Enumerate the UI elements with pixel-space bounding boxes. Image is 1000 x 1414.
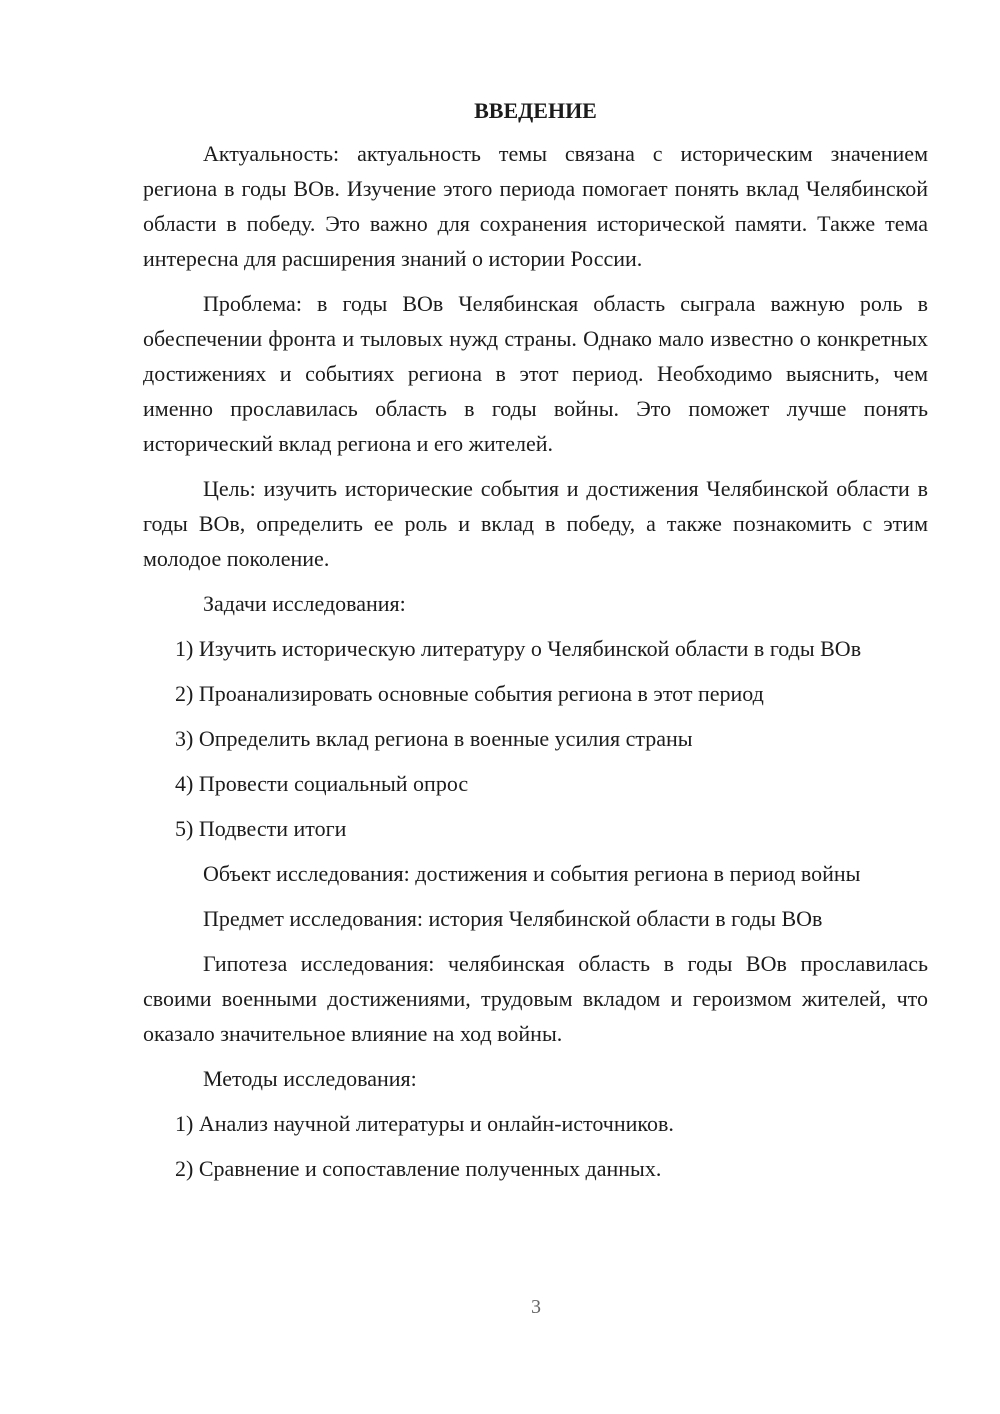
page-number: 3 <box>531 1296 541 1318</box>
section-title: ВВЕДЕНИЕ <box>474 98 597 123</box>
object-paragraph: Объект исследования: достижения и события региона в период войны <box>203 861 861 886</box>
task-item: 3) Определить вклад региона в военные усилия страны <box>175 726 693 751</box>
task-item: 2) Проанализировать основные события региона в этот период <box>175 681 764 706</box>
tasks-heading: Задачи исследования: <box>203 591 406 616</box>
problem-paragraph: Проблема: в годы ВОв Челябинская область сыграла важную роль в обеспечении фронта и тыловых нужд страны. Однако мало известно о конкретных достижениях и событиях региона в этот период. Необходимо выяснить, чем именно прославилась область в годы войны. Это поможет лучше понять исторический вклад региона и его жителей. <box>143 291 928 456</box>
document-body <box>143 96 928 1196</box>
method-item: 1) Анализ научной литературы и онлайн-источников. <box>175 1111 674 1136</box>
method-item: 2) Сравнение и сопоставление полученных данных. <box>175 1156 662 1181</box>
relevance-paragraph: Актуальность: актуальность темы связана с историческим значением региона в годы ВОв. Изучение этого периода помогает понять вклад Челябинской области в победу. Это важно для сохранения исторической памяти. Также тема интересна для расширения знаний о истории России. <box>143 141 928 271</box>
goal-paragraph: Цель: изучить исторические события и достижения Челябинской области в годы ВОв, определить ее роль и вклад в победу, а также познакомить с этим молодое поколение. <box>143 476 928 571</box>
task-item: 4) Провести социальный опрос <box>175 771 469 796</box>
task-item: 1) Изучить историческую литературу о Челябинской области в годы ВОв <box>175 636 862 661</box>
hypothesis-paragraph: Гипотеза исследования: челябинская область в годы ВОв прославилась своими военными достижениями, трудовым вкладом и героизмом жителей, что оказало значительное влияние на ход войны. <box>143 951 928 1046</box>
subject-paragraph: Предмет исследования: история Челябинской области в годы ВОв <box>203 906 823 931</box>
methods-heading: Методы исследования: <box>203 1066 417 1091</box>
task-item: 5) Подвести итоги <box>175 816 347 841</box>
